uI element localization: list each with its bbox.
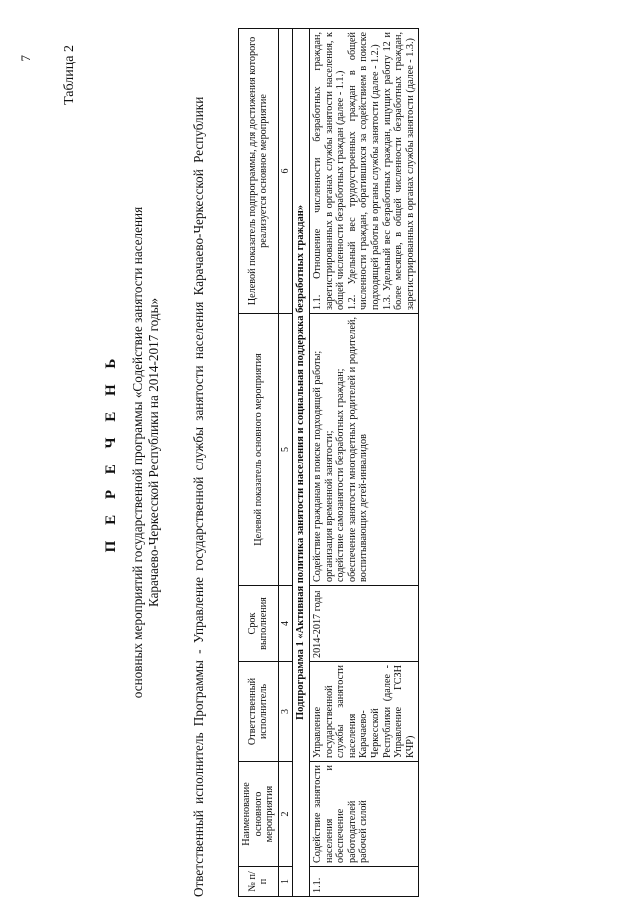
- header-number: № п/п: [239, 867, 279, 897]
- table-row: [309, 29, 418, 897]
- column-number: 4: [278, 586, 293, 662]
- responsible-executor-line: Ответственный исполнитель Программы - Управление государственной службы занятости населения Карачаево-Черкесской Республики: [191, 96, 206, 897]
- header-measure-name: Наименование основного мероприятия: [239, 762, 279, 867]
- document-title: П Е Р Е Ч Е Н Ь: [103, 352, 119, 553]
- header-executor: Ответственный исполнитель: [239, 662, 279, 762]
- subprogram-indicator-item: 1.1. Отношение численности безработных граждан, зарегистрированных в органах службы занятости населения, к общей численности безработных граждан (далее - 1.1.): [311, 32, 347, 310]
- subprogram-row: [293, 29, 310, 897]
- subprogram-indicator-item: 1.3. Удельный вес безработных граждан, ищущих работу 12 и более месяцев, в общей численности безработных граждан, зарегистрированных в органах службы занятости (далее - 1.3.): [381, 32, 416, 310]
- measures-table: [238, 28, 419, 897]
- measure-term: 2014-2017 годы: [309, 586, 418, 662]
- table-header-row: [239, 29, 279, 897]
- column-number-row: [278, 29, 293, 897]
- indicator-line: Содействие гражданам в поиске подходящей работы;: [311, 350, 323, 582]
- subtitle-line: основных мероприятий государственной программы «Содействие занятости населения: [130, 206, 145, 699]
- row-number: 1.1.: [309, 867, 418, 897]
- header-subprogram-indicator: Целевой показатель подпрограммы, для достижения которого реализуется основное мероприятие: [239, 29, 279, 314]
- page-number: 7: [18, 55, 33, 62]
- column-number: 5: [278, 314, 293, 586]
- indicator-line: содействие самозанятости безработных граждан;: [335, 368, 347, 582]
- measure-name: Содействие занятости населения и обеспечение работодателей рабочей силой: [309, 762, 418, 867]
- subprogram-indicator-item: 1.2. Удельный вес трудоустроенных граждан в общей численности граждан, обратившихся за содействием в поиске подходящей работы в органы службы занятости (далее - 1.2.): [346, 32, 381, 310]
- indicator-line: обеспечение занятости многодетных родителей и родителей, воспитывающих детей-инвалидов: [346, 317, 370, 582]
- column-number: 6: [278, 29, 293, 314]
- document-subtitle: [130, 80, 162, 825]
- header-term: Срок выполнения: [239, 586, 279, 662]
- measure-executor: Управление государственной службы занятости населения Карачаево-Черкесской Республики (далее - Управление ГСЗН КЧР): [309, 662, 418, 762]
- header-measure-indicator: Целевой показатель основного мероприятия: [239, 314, 279, 586]
- indicator-line: организация временной занятости;: [323, 430, 335, 582]
- column-number: 1: [278, 867, 293, 897]
- measure-indicator: [309, 314, 418, 586]
- column-number: 2: [278, 762, 293, 867]
- table-label: Таблица 2: [62, 45, 77, 105]
- subprogram-title: Подпрограмма 1 «Активная политика занятости населения и социальная поддержка безработных граждан»: [293, 29, 310, 897]
- subprogram-indicator: [309, 29, 418, 314]
- subtitle-line: Карачаево-Черкесской Республики на 2014-2017 годы»: [146, 297, 161, 608]
- column-number: 3: [278, 662, 293, 762]
